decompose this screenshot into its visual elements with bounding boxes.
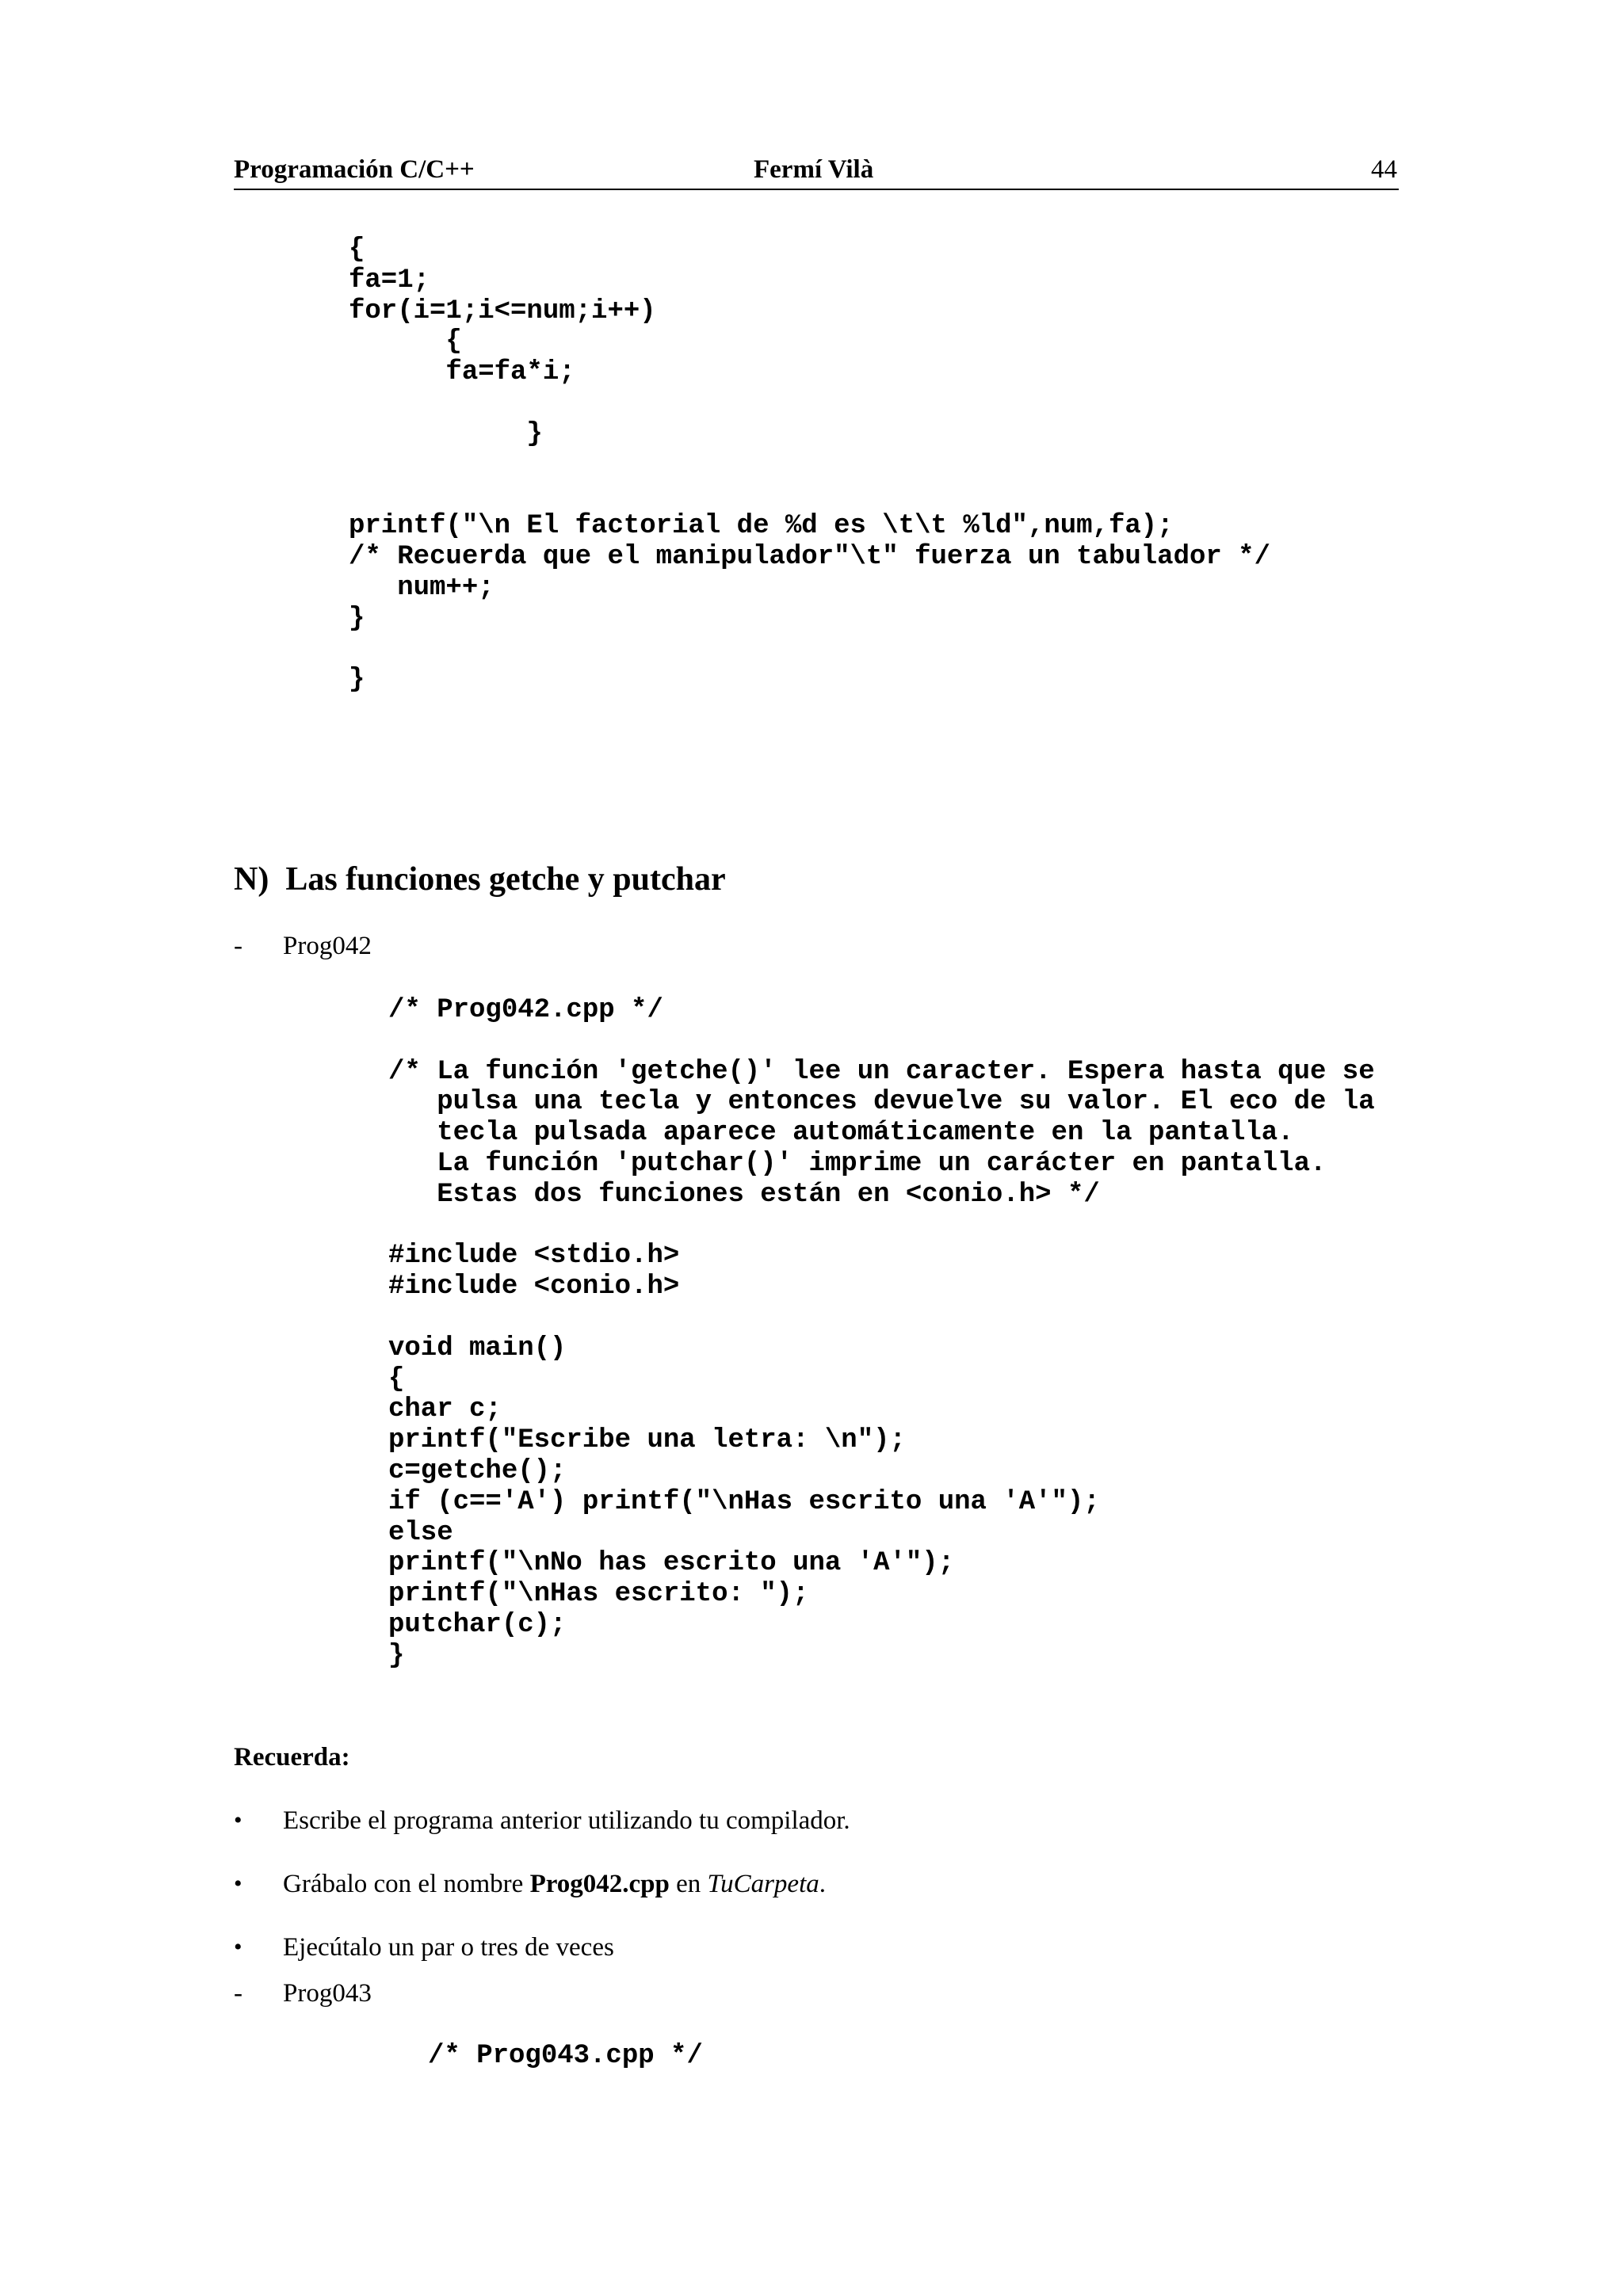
code-block-continuation: { fa=1; for(i=1;i<=num;i++) { fa=fa*i; } printf("\n El factorial de %d es \t\t %ld",num,fa); /* Recuerda que el manipulador"\t" fuerza un tabulador */ num++; } }	[349, 235, 1270, 696]
page-number: 44	[1371, 155, 1397, 184]
program-label: Prog042	[283, 932, 372, 960]
file-name: Prog042.cpp	[529, 1870, 670, 1898]
code-block-prog042: /* Prog042.cpp */ /* La función 'getche()' lee un caracter. Espera hasta que se pulsa una tecla y entonces devuelve su valor. El eco de la tecla pulsada aparece automáticamente en la pantalla. La función 'putchar()' imprime un carácter en pantalla. Estas dos funciones están en <conio.h> */ #include <stdio.h> #include <conio.h> void main() { char c; printf("Escribe una letra: \n"); c=getche(); if (c=='A') printf("\nHas escrito una 'A'"); else printf("\nNo has escrito una 'A'"); printf("\nHas escrito: "); putchar(c); }	[388, 995, 1375, 1671]
code-block-prog043: /* Prog043.cpp */	[428, 2041, 703, 2071]
program-label: Prog043	[283, 1979, 372, 2008]
folder-name: TuCarpeta	[707, 1870, 819, 1898]
section-title: N) Las funciones getche y putchar	[234, 861, 726, 898]
header-author: Fermí Vilà	[754, 155, 874, 184]
header-title: Programación C/C++	[234, 155, 475, 184]
recuerda-list	[234, 1775, 850, 1979]
list-item: • Ejecútalo un par o tres de veces	[234, 1930, 850, 1965]
list-dash: -	[234, 1979, 242, 2008]
list-item: • Grábalo con el nombre Prog042.cpp en TuCarpeta.	[234, 1867, 850, 1901]
list-dash: -	[234, 932, 242, 960]
recuerda-heading: Recuerda:	[234, 1743, 350, 1772]
header-rule	[234, 189, 1399, 190]
list-item: • Escribe el programa anterior utilizando tu compilador.	[234, 1803, 850, 1838]
